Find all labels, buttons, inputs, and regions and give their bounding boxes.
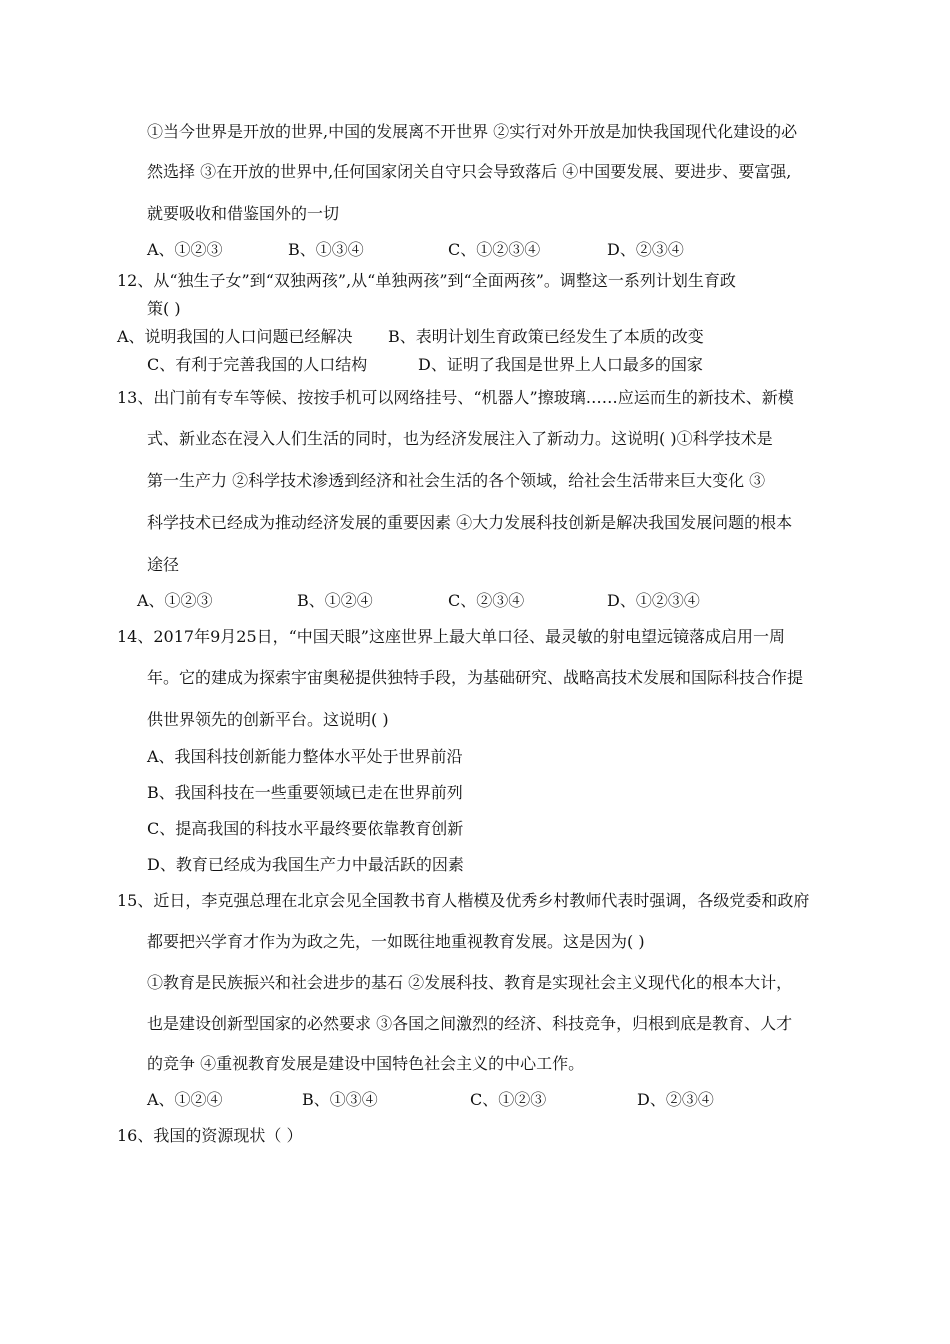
q12-option-c: C、有利于完善我国的人口结构 xyxy=(147,355,368,374)
q12-option-b: B、表明计划生育政策已经发生了本质的改变 xyxy=(388,327,704,346)
q11-option-c: C、①②③④ xyxy=(448,240,541,259)
q12-line-1: 12、从“独生子女”到“双独两孩”,从“单独两孩”到“全面两孩”。调整这一系列计划生育政 xyxy=(117,271,736,290)
q15-line-5: 的竞争 ④重视教育发展是建设中国特色社会主义的中心工作。 xyxy=(147,1054,585,1073)
q15-line-3: ①教育是民族振兴和社会进步的基石 ②发展科技、教育是实现社会主义现代化的根本大计， xyxy=(147,973,793,992)
q14-line-3: 供世界领先的创新平台。这说明( ) xyxy=(147,710,389,729)
q13-option-a: A、①②③ xyxy=(137,591,213,610)
q11-option-a: A、①②③ xyxy=(147,240,223,259)
q16-line-1: 16、我国的资源现状（ ） xyxy=(117,1126,303,1145)
q14-option-d: D、教育已经成为我国生产力中最活跃的因素 xyxy=(147,855,464,874)
q12-option-a: A、说明我国的人口问题已经解决 xyxy=(117,327,353,346)
q13-line-2: 式、新业态在浸入人们生活的同时，也为经济发展注入了新动力。这说明( )①科学技术是 xyxy=(147,429,773,448)
q11-line-1: ①当今世界是开放的世界,中国的发展离不开世界 ②实行对外开放是加快我国现代化建设的必 xyxy=(147,122,798,141)
q11-line-3: 就要吸收和借鉴国外的一切 xyxy=(147,204,340,223)
q13-line-1: 13、出门前有专车等候、按按手机可以网络挂号、“机器人”擦玻璃……应运而生的新技术、新模 xyxy=(117,388,794,407)
q13-line-5: 途径 xyxy=(147,555,180,574)
q15-line-1: 15、近日，李克强总理在北京会见全国教书育人楷模及优秀乡村教师代表时强调，各级党委和政府 xyxy=(117,891,810,910)
q13-line-4: 科学技术已经成为推动经济发展的重要因素 ④大力发展科技创新是解决我国发展问题的根本 xyxy=(147,513,793,532)
q14-option-b: B、我国科技在一些重要领域已走在世界前列 xyxy=(147,783,463,802)
q14-line-2: 年。它的建成为探索宇宙奥秘提供独特手段，为基础研究、战略高技术发展和国际科技合作提 xyxy=(147,668,804,687)
q11-option-b: B、①③④ xyxy=(288,240,364,259)
q15-option-b: B、①③④ xyxy=(302,1090,378,1109)
q15-option-c: C、①②③ xyxy=(470,1090,547,1109)
q13-option-b: B、①②④ xyxy=(297,591,373,610)
q14-option-a: A、我国科技创新能力整体水平处于世界前沿 xyxy=(147,747,463,766)
q13-line-3: 第一生产力 ②科学技术渗透到经济和社会生活的各个领域，给社会生活带来巨大变化 ③ xyxy=(147,471,766,490)
q15-line-2: 都要把兴学育才作为为政之先，一如既往地重视教育发展。这是因为( ) xyxy=(147,932,645,951)
q15-option-d: D、②③④ xyxy=(637,1090,714,1109)
q15-line-4: 也是建设创新型国家的必然要求 ③各国之间激烈的经济、科技竞争，归根到底是教育、人才 xyxy=(147,1014,793,1033)
q14-option-c: C、提高我国的科技水平最终要依靠教育创新 xyxy=(147,819,464,838)
q15-option-a: A、①②④ xyxy=(147,1090,223,1109)
q13-option-d: D、①②③④ xyxy=(607,591,700,610)
q12-line-2: 策( ) xyxy=(147,299,181,318)
q13-option-c: C、②③④ xyxy=(448,591,525,610)
q12-option-d: D、证明了我国是世界上人口最多的国家 xyxy=(418,355,703,374)
q14-line-1: 14、2017年9月25日，“中国天眼”这座世界上最大单口径、最灵敏的射电望远镜落成启用一周 xyxy=(117,627,785,646)
q11-option-d: D、②③④ xyxy=(607,240,684,259)
q11-line-2: 然选择 ③在开放的世界中,任何国家闭关自守只会导致落后 ④中国要发展、要进步、要富强, xyxy=(147,162,792,181)
